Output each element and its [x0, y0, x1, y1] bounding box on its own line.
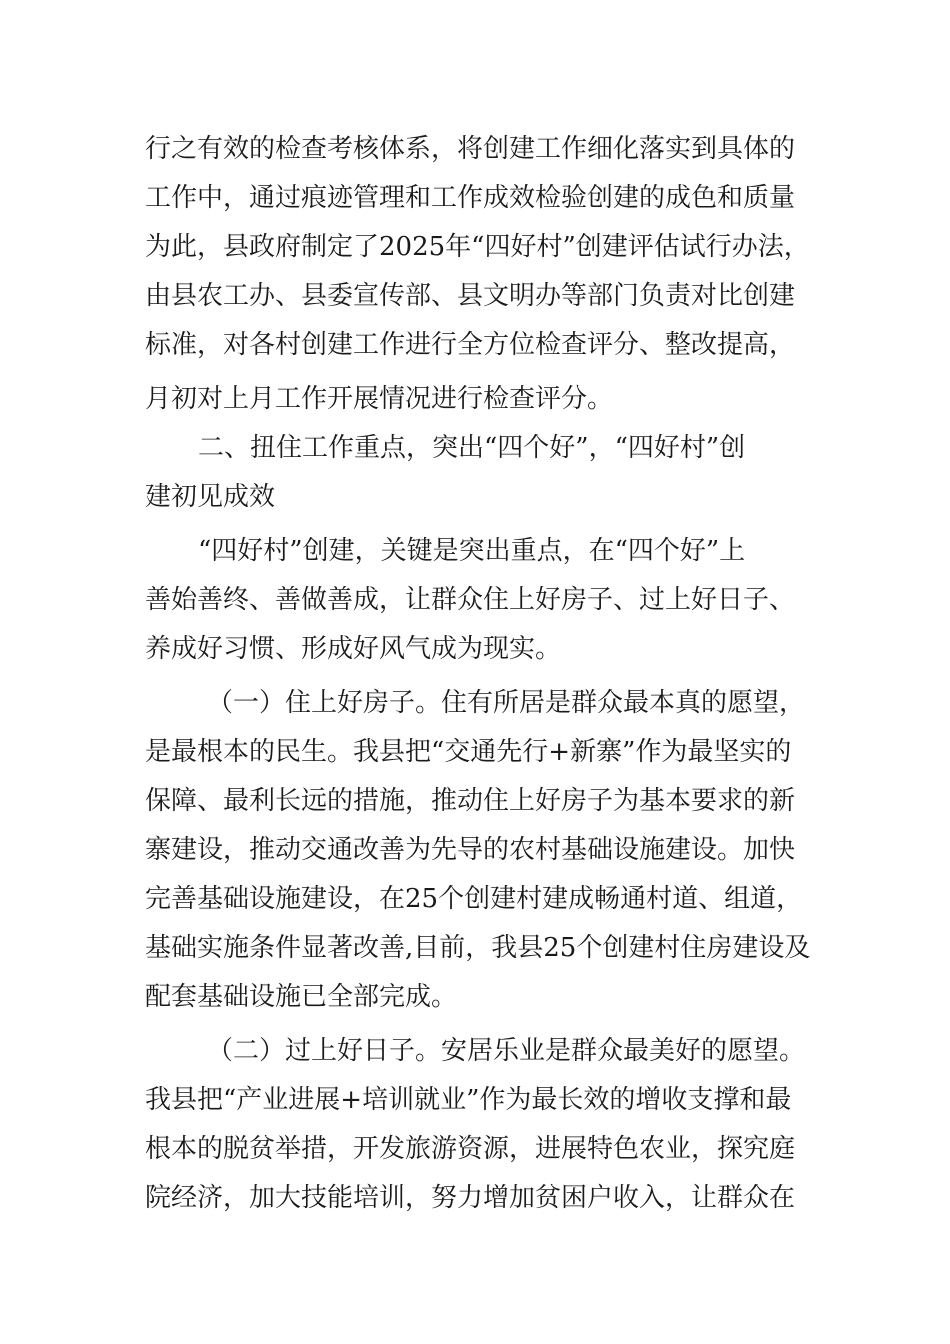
body-text-line: 我县把“产业进展+培训就业”作为最长效的增收支撑和最 — [145, 1085, 792, 1115]
body-text-line: 月初对上月工作开展情况进行检查评分。 — [145, 384, 614, 414]
subsection-paragraph-line: （一）住上好房子。住有所居是群众最本真的愿望， — [207, 688, 806, 718]
body-text-line: 为此，县政府制定了2025年“四好村”创建评估试行办法， — [145, 232, 810, 262]
body-text-line: “四好村”创建，关键是突出重点，在“四个好”上 — [198, 536, 746, 566]
body-text-line: 工作中，通过痕迹管理和工作成效检验创建的成色和质量 — [145, 183, 796, 213]
section-heading: 二、扭住工作重点，突出“四个好”，“四好村”创 — [198, 433, 746, 463]
body-text-line: 配套基础设施已全部完成。 — [145, 982, 458, 1012]
body-text-line: 保障、最利长远的措施，推动住上好房子为基本要求的新 — [145, 786, 796, 816]
body-text-line: 寨建设，推动交通改善为先导的农村基础设施建设。加快 — [145, 835, 796, 865]
body-text-line: 是最根本的民生。我县把“交通先行+新寨”作为最坚实的 — [145, 737, 792, 767]
body-text-line: 院经济，加大技能培训，努力增加贫困户收入，让群众在 — [145, 1183, 796, 1213]
body-text-line: 根本的脱贫举措，开发旅游资源，进展特色农业，探究庭 — [145, 1134, 796, 1164]
body-text-line: 善始善终、善做善成，让群众住上好房子、过上好日子、 — [145, 585, 796, 615]
section-heading: 建初见成效 — [145, 482, 276, 512]
body-text-line: 养成好习惯、形成好风气成为现实。 — [145, 634, 562, 664]
body-text-line: 行之有效的检查考核体系，将创建工作细化落实到具体的 — [145, 134, 796, 164]
body-text-line: 完善基础设施建设，在25个创建村建成畅通村道、组道， — [145, 884, 803, 914]
subsection-paragraph-line: （二）过上好日子。安居乐业是群众最美好的愿望。 — [207, 1036, 806, 1066]
body-text-line: 由县农工办、县委宣传部、县文明办等部门负责对比创建 — [145, 281, 796, 311]
body-text-line: 基础实施条件显著改善,目前，我县25个创建村住房建设及 — [145, 933, 811, 963]
body-text-line: 标准，对各村创建工作进行全方位检查评分、整改提高， — [145, 330, 796, 360]
